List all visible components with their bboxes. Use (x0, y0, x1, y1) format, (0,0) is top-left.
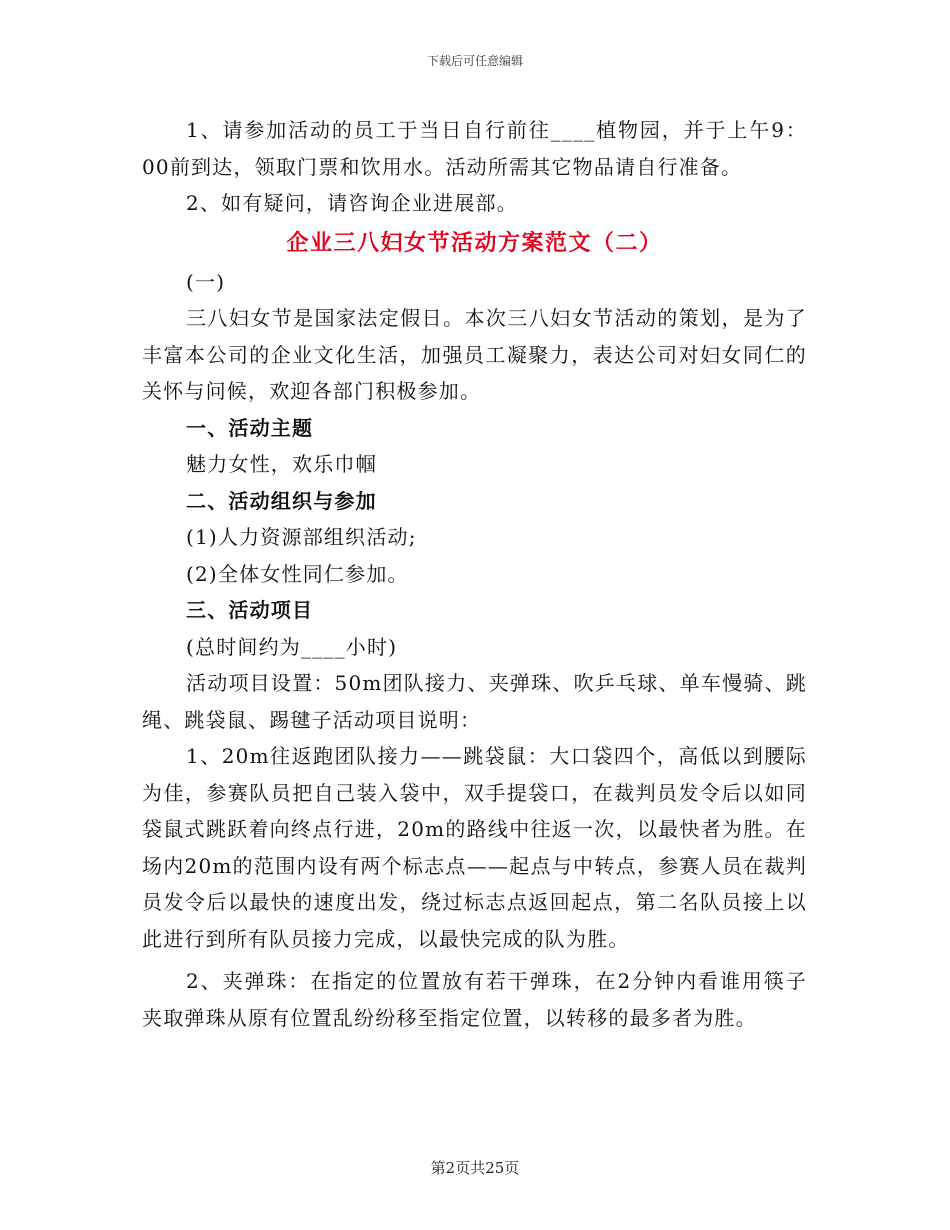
paragraph-introduction: 三八妇女节是国家法定假日。本次三八妇女节活动的策划，是为了丰富本公司的企业文化生活，加强员工凝聚力，表达公司对妇女同仁的关怀与问候，欢迎各部门积极参加。 (142, 306, 807, 403)
section-title: 企业三八妇女节活动方案范文（二） (286, 230, 663, 256)
paragraph-activity-list: 活动项目设置：50m团队接力、夹弹珠、吹乒乓球、单车慢骑、跳绳、跳袋鼠、踢毽子活动项目说明： (142, 671, 807, 732)
document-body (142, 112, 807, 1036)
page-header: 下载后可任意编辑 (426, 54, 523, 68)
paragraph-kangaroo-relay: 1、20m往返跑团队接力——跳袋鼠：大口袋四个，高低以到腰际为佳，参赛队员把自己装入袋中，双手提袋口，在裁判员发令后以如同袋鼠式跳跃着向终点行进，20m的路线中往返一次，以最快者为胜。在场内20m的范围内设有两个标志点——起点与中转点，参赛人员在裁判员发令后以最快的速度出发，绕过标志点返回起点，第二名队员接上以此进行到所有队员接力完成，以最快完成的队为胜。 (142, 744, 807, 951)
paragraph-total-time: (总时间约为____小时) (186, 634, 398, 659)
heading-organization: 二、活动组织与参加 (186, 488, 377, 513)
paragraph-inquiries: 2、如有疑问，请咨询企业进展部。 (186, 191, 518, 215)
paragraph-arrival-instructions: 1、请参加活动的员工于当日自行前往____植物园，并于上午9：00前到达，领取门票和饮用水。活动所需其它物品请自行准备。 (142, 118, 807, 179)
paragraph-theme: 魅力女性，欢乐巾帼 (186, 452, 377, 476)
list-item-participants: (2)全体女性同仁参加。 (186, 561, 409, 586)
list-item-organizer: (1)人力资源部组织活动; (186, 525, 417, 549)
subsection-marker: (一) (186, 269, 226, 294)
heading-activities: 三、活动项目 (186, 598, 314, 622)
paragraph-marble-pick: 2、夹弹珠：在指定的位置放有若干弹珠，在2分钟内看谁用筷子夹取弹珠从原有位置乱纷纷移至指定位置，以转移的最多者为胜。 (142, 969, 807, 1030)
page-footer: 第2页共25页 (430, 1159, 520, 1177)
heading-activity-theme: 一、活动主题 (186, 415, 314, 440)
